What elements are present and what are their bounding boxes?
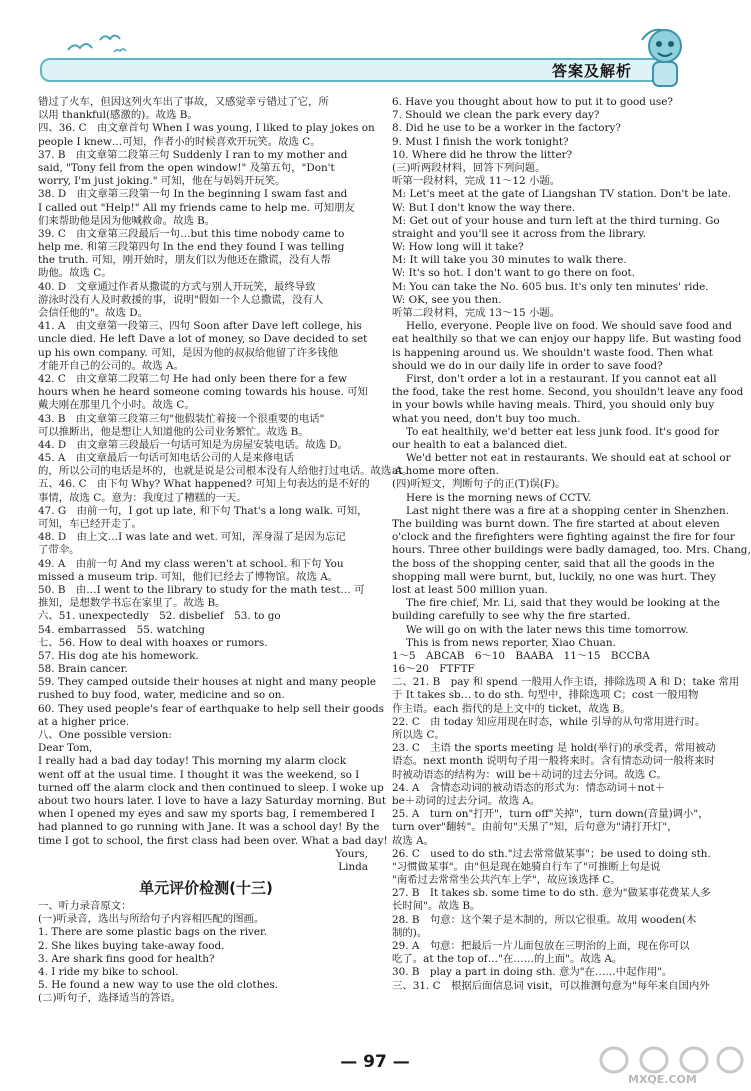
text-line: 39. C 由文章第三段最后一句…but this time nobody came to <box>38 227 345 240</box>
text-line: 25. A turn on"打开"，turn off"关掉"，turn down(音量)调小"， <box>392 808 709 821</box>
text-line: help me. 和第三段第四句 In the end they found I was telling <box>38 241 345 254</box>
text-line: (一)听录音，选出与所给句子内容相匹配的图画。 <box>38 913 265 926</box>
text-line: 37. B 由文章第二段第三句 Suddenly I ran to my mother and <box>38 148 348 161</box>
text-line: 吃了。at the top of…"在……的上面"。故选 A。 <box>392 953 623 966</box>
text-line: 47. G 由前一句，I got up late, 和下句 That's a long walk. 可知， <box>38 504 368 517</box>
text-line: the truth. 可知，刚开始时，朋友们以为他还在撒谎，没有人帮 <box>38 254 331 267</box>
text-line: the food, take the rest home. Second, you shouldn't leave any food <box>392 386 744 399</box>
text-line: 们来帮助他是因为他喊救命。故选 B。 <box>38 214 216 227</box>
header-title: 答案及解析 <box>551 62 632 80</box>
text-line: 八、One possible version: <box>38 729 172 741</box>
text-line: what you need, don't buy too much. <box>392 412 581 425</box>
text-line: 二、21. B pay 和 spend 一般用人作主语，排除选项 A 和 D；take 常用 <box>392 676 740 689</box>
text-line: 44. D 由文章第三段最后一句话可知是为房屋安装电话。故选 D。 <box>38 438 348 451</box>
text-line: 七、56. How to deal with hoaxes or rumors. <box>38 636 268 649</box>
text-line: turn over"翻转"。由前句"天黑了"知，后句意为"请打开灯"， <box>392 821 678 834</box>
text-line: 事情，故选 C。意为：我度过了糟糕的一天。 <box>38 491 247 504</box>
text-line: The fire chief, Mr. Li, said that they would be looking at the <box>406 597 720 610</box>
text-line: 四、36. C 由文章首句 When I was young, I liked to play jokes on <box>38 122 375 135</box>
text-line: our health to eat a balanced diet. <box>392 438 568 451</box>
text-line: "习惯做某事"。由"但是现在她骑自行车了"可推断上句是说 <box>392 860 661 873</box>
text-line: in your bowls while having meals. Third, you should only buy <box>392 399 715 412</box>
text-line: 推知，是想数学书忘在家里了。故选 B。 <box>38 597 226 610</box>
text-line: 50. B 由…I went to the library to study for the math test… 可 <box>38 583 365 596</box>
text-line: M: It will take you 30 minutes to walk there. <box>392 254 627 267</box>
text-line: 28. B 句意：这个架子是木制的，所以它很重。故用 wooden(木 <box>392 913 697 926</box>
text-line: up his own company. 可知，是因为他的叔叔给他留了许多钱他 <box>38 346 339 359</box>
text-line: 五、46. C 由下句 Why? What happened? 可知上句表达的是不好的 <box>38 478 370 491</box>
text-line: 8. Did he use to be a worker in the factory? <box>392 122 621 135</box>
text-line: rushed to buy food, water, medicine and so on. <box>38 689 285 702</box>
text-line: worry, I'm just joking." 可知，他在与妈妈开玩笑。 <box>38 175 286 188</box>
text-line: 六、51. unexpectedly 52. disbelief 53. to go <box>38 610 281 623</box>
text-line: hours. Three other buildings were badly damaged, too. Mrs. Chang, <box>392 544 751 557</box>
text-line: at a higher price. <box>38 715 130 728</box>
page-header <box>0 0 750 96</box>
text-line: This is from news reporter, Xiao Chuan. <box>406 636 616 649</box>
text-line: 9. Must I finish the work tonight? <box>392 135 569 148</box>
text-line: 1～5 ABCAB 6～10 BAABA 11～15 BCCBA <box>392 649 650 662</box>
text-line: 27. B It takes sb. some time to do sth. 意为"做某事花费某人多 <box>392 887 711 900</box>
text-line: lost at least 500 million yuan. <box>392 583 548 596</box>
text-line: eat healthily so that we can enjoy our happy life. But wasting food <box>392 333 742 346</box>
text-line: W: It's so hot. I don't want to go there on foot. <box>392 267 636 280</box>
text-line: 2. She likes buying take-away food. <box>38 939 225 952</box>
text-line: The building was burnt down. The fire started at about eleven <box>392 518 720 530</box>
text-line: First, don't order a lot in a restaurant. If you cannot eat all <box>406 372 717 385</box>
text-line: 的，所以公司的电话是坏的，也就是说是公司根本没有人给他打过电话。故选 A。 <box>38 465 413 478</box>
text-line: had planned to go running with Jane. It was a school day! By the <box>38 821 380 834</box>
text-line: Linda <box>338 860 368 873</box>
text-line: Last night there was a fire at a shopping center in Shenzhen. <box>406 504 730 517</box>
text-line: Hello, everyone. People live on food. We should save food and <box>406 320 732 333</box>
text-line: 听第二段材料，完成 13～15 小题。 <box>392 307 561 319</box>
text-line: 60. They used people's fear of earthquake to help sell their goods <box>38 702 384 715</box>
text-line: shopping mall were burnt, but, luckily, no one was hurt. They <box>392 570 716 583</box>
text-line: 43. B 由文章第三段第三句"他假装忙着接一个很重要的电话" <box>38 412 325 425</box>
text-line: about two hours later. I love to have a lazy Saturday morning. But <box>38 794 387 807</box>
text-line: (四)听短文，判断句子的正(T)误(F)。 <box>392 478 566 491</box>
text-line: 了带伞。 <box>38 544 80 557</box>
text-line: 29. A 句意：把最后一片儿面包放在三明治的上面，现在你可以 <box>392 940 690 952</box>
text-line: 58. Brain cancer. <box>38 663 128 676</box>
text-line: time I got to school, the first class had been over. What a bad day! <box>38 834 388 847</box>
text-line: at home more often. <box>392 465 499 478</box>
text-line: 38. D 由文章第三段第一句 In the beginning I swam fast and <box>38 188 348 201</box>
text-line: 57. His dog ate his homework. <box>38 649 199 662</box>
text-line: "南希过去常常坐公共汽车上学"，故应该选择 C。 <box>392 874 621 887</box>
text-line: 所以选 C。 <box>392 729 445 741</box>
text-line: 一、听力录音原文： <box>38 900 132 913</box>
text-line: 49. A 由前一句 And my class weren't at school. 和下句 You <box>38 557 344 570</box>
text-line: 错过了火车，但因这列火车出了事故，又感觉幸亏错过了它，所 <box>38 96 329 108</box>
text-line: M: Get out of your house and turn left at the third turning. Go <box>392 214 720 227</box>
section-title: 单元评价检测(十三) <box>139 879 273 898</box>
right-column <box>392 96 751 993</box>
text-line: 26. C used to do sth."过去常常做某事"；be used to doing sth. <box>392 847 711 860</box>
text-line: 作主语。each 指代的是上文中的 ticket，故选 B。 <box>392 702 631 715</box>
text-line: W: How long will it take? <box>392 241 524 254</box>
text-line: building carefully to see why the fire started. <box>392 610 631 623</box>
text-line: 时被动语态的结构为：will be＋动词的过去分词。故选 C。 <box>392 768 667 781</box>
text-line: (二)听句子，选择适当的答语。 <box>38 992 182 1005</box>
text-line: Here is the morning news of CCTV. <box>406 491 592 504</box>
text-line: hours when he heard someone coming towards his house. 可知 <box>38 386 368 399</box>
text-line: 10. Where did he throw the litter? <box>392 148 573 161</box>
text-line: 16～20 FTFTF <box>392 663 475 676</box>
text-line: 语态。next month 说明句子用一般将来时。含有情态动词一般将来时 <box>392 755 715 768</box>
text-line: 42. C 由文章第二段第二句 He had only been there for a few <box>38 372 347 385</box>
text-line: o'clock and the firefighters were fighting against the fire for four <box>392 531 735 544</box>
text-line: M: You can take the No. 605 bus. It's only ten minutes' ride. <box>392 280 709 293</box>
watermark-text: MXQE.COM <box>628 1073 697 1086</box>
text-line: (三)听两段材料，回答下列问题。 <box>392 161 546 174</box>
text-line: 以用 thankful(感激的)。故选 B。 <box>38 109 198 122</box>
text-line: 可知，车已经开走了。 <box>38 518 142 530</box>
text-line: 48. D 由上文…I was late and wet. 可知，浑身湿了是因为忘记 <box>38 531 346 544</box>
text-line: We will go on with the later news this time tomorrow. <box>406 623 689 636</box>
text-line: the boss of the shopping center, said that all the goods in the <box>392 557 715 570</box>
text-line: Dear Tom, <box>38 742 93 755</box>
text-line: should we do in our daily life in order to save food? <box>392 359 663 372</box>
text-line: 7. Should we clean the park every day? <box>392 109 600 122</box>
text-line: when I opened my eyes and saw my sports bag, I remembered I <box>38 808 375 821</box>
text-line: 才能开自己的公司的。故选 A。 <box>38 359 184 372</box>
text-line: 5. He found a new way to use the old clothes. <box>38 979 279 992</box>
text-line: I really had a bad day today! This morning my alarm clock <box>38 755 347 768</box>
text-line: 24. A 含情态动词的被动语态的形式为：情态动词＋not＋ <box>392 781 666 794</box>
text-line: 45. A 由文章最后一句话可知电话公司的人是来修电话 <box>38 452 294 465</box>
text-line: straight and you'll see it across from the library. <box>392 227 646 240</box>
text-line: 59. They camped outside their houses at night and many people <box>38 676 377 689</box>
text-line: Yours, <box>335 847 368 860</box>
text-line: 可以推断出，他是想让人知道他的公司业务繁忙。故选 B。 <box>38 425 309 438</box>
text-line: missed a museum trip. 可知，他们已经去了博物馆。故选 A。 <box>38 570 339 583</box>
text-line: went off at the usual time. I thought it was the weekend, so I <box>38 768 360 781</box>
text-line: is happening around us. We shouldn't waste food. Then what <box>392 346 713 359</box>
text-line: 22. C 由 today 知应用现在时态，while 引导的从句常用进行时。 <box>392 715 706 728</box>
text-line: 制的)。 <box>392 926 428 939</box>
text-line: We'd better not eat in restaurants. We should eat at school or <box>406 452 731 465</box>
text-line: To eat healthily, we'd better eat less junk food. It's good for <box>406 425 719 438</box>
text-line: 4. I ride my bike to school. <box>38 966 179 978</box>
text-line: M: Let's meet at the gate of Liangshan TV station. Don't be late. <box>392 188 731 201</box>
text-line: 于 It takes sb… to do sth. 句型中，排除选项 C；cost 一般用物 <box>392 689 699 702</box>
text-line: I called out "Help!" All my friends came to help me. 可知朋友 <box>38 201 355 214</box>
text-line: 30. B play a part in doing sth. 意为"在……中起作用"。 <box>392 966 673 979</box>
text-line: 23. C 主语 the sports meeting 是 hold(举行)的承受者，常用被动 <box>392 742 716 755</box>
page-number: — 97 — <box>340 1052 410 1072</box>
text-line: 长时间"。故选 B。 <box>392 900 481 913</box>
text-line: 游泳时没有人及时救援的事，说明"假如一个人总撒谎，没有人 <box>38 293 324 306</box>
text-line: 三、31. C 根据后面信息词 visit，可以推测句意为"每年来自国内外 <box>392 979 710 992</box>
text-line: W: But I don't know the way there. <box>392 201 576 214</box>
text-line: turned off the alarm clock and then continued to sleep. I woke up <box>38 781 384 794</box>
text-line: said, "Tony fell from the open window!" 及第五句，"Don't <box>38 161 335 174</box>
text-line: 助他。故选 C。 <box>38 267 112 280</box>
text-line: 41. A 由文章第一段第三、四句 Soon after Dave left college, his <box>38 320 362 333</box>
text-line: 3. Are shark fins good for health? <box>38 952 215 965</box>
text-line: 戴夫刚在那里几个小时。故选 C。 <box>38 399 195 412</box>
text-line: people I knew…可知，作者小的时候喜欢开玩笑。故选 C。 <box>38 135 321 148</box>
text-line: 故选 A。 <box>392 834 434 847</box>
text-line: uncle died. He left Dave a lot of money, so Dave decided to set <box>38 333 368 346</box>
text-line: 40. D 文章通过作者从撒谎的方式与别人开玩笑，最终导致 <box>38 280 316 293</box>
text-line: W: OK, see you then. <box>392 293 502 306</box>
text-line: be＋动词的过去分词。故选 A。 <box>392 794 541 807</box>
flying-birds-icon <box>62 30 132 58</box>
text-line: 会信任他的"。故选 D。 <box>38 307 148 319</box>
text-line: 听第一段材料，完成 11～12 小题。 <box>392 175 561 188</box>
text-line: 6. Have you thought about how to put it to good use? <box>392 96 673 108</box>
text-line: 1. There are some plastic bags on the river. <box>38 926 268 939</box>
mascot-icon <box>634 22 696 92</box>
text-line: 54. embarrassed 55. watching <box>38 623 205 636</box>
